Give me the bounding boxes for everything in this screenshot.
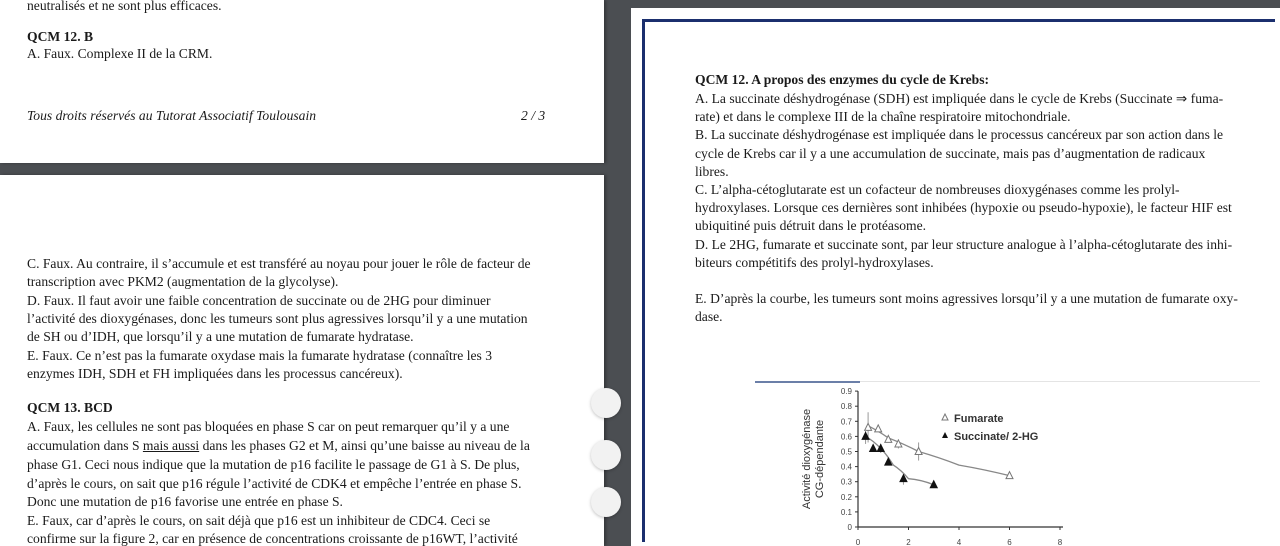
x-tick-label: 8 (1057, 538, 1063, 546)
data-point-fumarate (875, 425, 882, 432)
cut-line: neutralisés et ne sont plus efficaces. (27, 0, 222, 13)
qcm13-answer-heading: QCM 13. BCD (27, 400, 113, 415)
y-tick-label: 0 (847, 523, 852, 532)
x-tick-label: 4 (956, 538, 962, 546)
text-span: accumulation dans S (27, 438, 143, 453)
pdf-page-left-top (0, 0, 604, 163)
chart (631, 8, 1280, 546)
text-line: A. Faux. Complexe II de la CRM. (27, 46, 213, 61)
text-line: l’activité des dioxygénases, donc les tumeurs sont plus agressives lorsqu’il y a une mutation (27, 310, 528, 326)
x-tick-label: 6 (1007, 538, 1012, 546)
underlined-text: mais aussi (142, 438, 200, 453)
pdf-page-left-bottom (0, 175, 604, 546)
text-line: biteurs compétitifs des prolyl-hydroxylases. (695, 254, 934, 270)
page-footer-text: Tous droits réservés au Tutorat Associatif Toulousain (27, 108, 317, 123)
text-line: phase G1. Ceci nous indique que la mutation de p16 facilite le passage de G1 à S. De plus, (27, 457, 520, 472)
text-line: E. Faux, car d’après le cours, on sait déjà que p16 est un inhibiteur de CDC4. Ceci se (27, 512, 491, 528)
floating-button[interactable] (591, 388, 621, 418)
y-tick-label: 0.1 (840, 507, 852, 517)
y-tick-label: 0.5 (840, 447, 852, 457)
x-tick-label: 2 (906, 538, 911, 546)
text-line: C. L’alpha-cétoglutarate est un cofacteur de nombreuses dioxygénases comme les prolyl- (695, 182, 1180, 197)
text-line: rate) et dans le complexe III de la chaîne respiratoire mitochondriale. (695, 109, 1071, 125)
pdf-page-right (631, 8, 1280, 546)
text-line: D. Le 2HG, fumarate et succinate sont, par leur structure analogue à l’alpha-cétoglutarate des inhi- (695, 236, 1233, 252)
legend-label: Fumarate (954, 413, 1004, 425)
text-line: A. La succinate déshydrogénase (SDH) est impliquée dans le cycle de Krebs (Succinate ⇒ fuma- (695, 91, 1224, 106)
text-line: de SH ou d’IDH, que lorsqu’il y a une mutation de fumarate hydratase. (27, 329, 414, 345)
floating-button[interactable] (591, 487, 621, 517)
text-line: B. La succinate déshydrogénase est impliquée dans le processus cancéreux par son action dans le (695, 127, 1224, 143)
y-tick-label: 0.7 (840, 417, 852, 427)
text-line: E. D’après la courbe, les tumeurs sont moins agressives lorsqu’il y a une mutation de fumarate oxy- (695, 291, 1238, 306)
text-line: E. Faux. Ce n’est pas la fumarate oxydase mais la fumarate hydratase (connaître les 3 (27, 347, 493, 363)
text-line: ubiquitiné puis détruit dans le protéasome. (695, 218, 927, 234)
data-point-fumarate (915, 448, 922, 455)
qcm12-answer-heading: QCM 12. B (27, 29, 94, 44)
legend-marker-fumarate (942, 414, 948, 420)
y-tick-label: 0.8 (840, 402, 852, 412)
legend-label: Succinate/ 2-HG (954, 431, 1039, 443)
legend-marker-succinate (942, 432, 948, 438)
text-line: A. Faux, les cellules ne sont pas bloquées en phase S car on peut remarquer qu’il y a une (27, 419, 510, 434)
text-line: transcription avec PKM2 (augmentation de la glycolyse). (27, 274, 339, 290)
text-line: hydroxylases. Lorsque ces dernières sont inhibées (hypoxie ou pseudo-hypoxie), le facteur HIF est (695, 200, 1232, 216)
text-line: libres. (695, 163, 729, 179)
text-line: C. Faux. Au contraire, il s’accumule et est transféré au noyau pour jouer le rôle de facteur de (27, 256, 531, 271)
text-line: D. Faux. Il faut avoir une faible concentration de succinate ou de 2HG pour diminuer (27, 292, 491, 308)
text-line: confirme sur la figure 2, car en présence de concentrations croissante de p16WT, l’activité (27, 531, 518, 546)
y-axis-label: Activité dioxygénase (801, 408, 813, 510)
text-line: cycle de Krebs car il y a une accumulation de succinate, mais pas d’augmentation de radicaux (695, 145, 1206, 161)
x-tick-label: 0 (855, 538, 861, 546)
data-point-succinate (870, 444, 877, 451)
page-number: 2 / 3 (521, 108, 546, 123)
text-line: dase. (695, 309, 723, 325)
y-tick-label: 0.4 (840, 462, 852, 472)
floating-button[interactable] (591, 440, 621, 470)
y-tick-label: 0.6 (840, 432, 852, 442)
qcm12-question-heading: QCM 12. A propos des enzymes du cycle de Krebs: (695, 72, 990, 87)
y-axis-label: CG-dépendante (814, 419, 826, 499)
text-line: enzymes IDH, SDH et FH impliquées dans les processus cancéreux). (27, 365, 403, 381)
text-line: Donc une mutation de p16 favorise une entrée en phase S. (27, 494, 343, 510)
y-tick-label: 0.3 (840, 477, 852, 487)
y-tick-label: 0.2 (840, 492, 852, 502)
y-tick-label: 0.9 (840, 387, 852, 397)
text-line (27, 438, 530, 454)
text-line: d’après le cours, on sait que p16 régule l’activité de CDK4 et empêche l’entrée en phase S. (27, 475, 522, 491)
text-span: dans les phases G2 et M, ainsi qu’une baisse au niveau de la (199, 438, 530, 453)
